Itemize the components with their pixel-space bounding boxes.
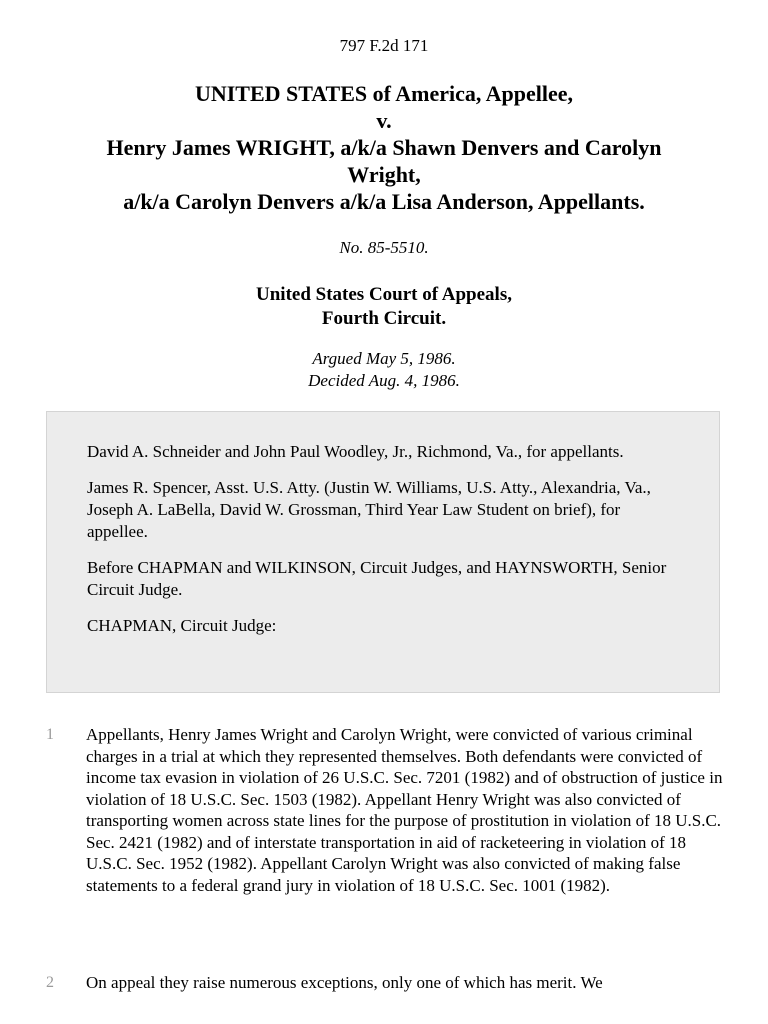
decided-date: Decided Aug. 4, 1986.	[308, 371, 460, 390]
headnote-box	[46, 411, 720, 693]
paragraph-number: 2	[46, 974, 54, 991]
paragraph-number: 1	[46, 726, 54, 743]
docket-number: No. 85-5510.	[339, 238, 429, 257]
court-name-line-1: United States Court of Appeals,	[256, 284, 512, 305]
opinion-author: CHAPMAN, Circuit Judge:	[87, 616, 277, 635]
case-dates	[0, 348, 768, 392]
appellants-counsel: David A. Schneider and John Paul Woodley, Jr., Richmond, Va., for appellants.	[87, 442, 624, 461]
court-name-line-2: Fourth Circuit.	[321, 308, 447, 329]
paragraph-text: On appeal they raise numerous exceptions, only one of which has merit. We	[86, 973, 603, 992]
paragraph-text: Appellants, Henry James Wright and Carolyn Wright, were convicted of various criminal charges in a trial at which they represented themselves. Both defendants were convicted of income tax evasion in violation of 26 U.S.C. Sec. 7201 (1982) and of obstruction of justice in violation of 18 U.S.C. Sec. 1503 (1982). Appellant Henry Wright was also convicted of transporting women across state lines for the purpose of prostitution in violation of 18 U.S.C. Sec. 2421 (1982) and of interstate transportation in aid of racketeering in violation of 18 U.S.C. Sec. 1952 (1982). Appellant Carolyn Wright was also convicted of making false statements to a federal grand jury in violation of 18 U.S.C. Sec. 1001 (1982).	[86, 725, 723, 895]
court-name	[0, 283, 768, 331]
case-caption	[0, 80, 768, 215]
caption-appellants-line-2: Wright,	[347, 162, 421, 187]
appellee-counsel: James R. Spencer, Asst. U.S. Atty. (Justin W. Williams, U.S. Atty., Alexandria, Va., Joseph A. LaBella, David W. Grossman, Third Year Law Student on brief), for appellee.	[87, 478, 651, 541]
caption-appellee: UNITED STATES of America, Appellee,	[194, 81, 574, 106]
caption-versus: v.	[376, 108, 392, 133]
caption-appellants-line-3: a/k/a Carolyn Denvers a/k/a Lisa Anderson, Appellants.	[123, 189, 645, 214]
argued-date: Argued May 5, 1986.	[312, 349, 456, 368]
judicial-panel: Before CHAPMAN and WILKINSON, Circuit Judges, and HAYNSWORTH, Senior Circuit Judge.	[87, 558, 667, 599]
case-citation: 797 F.2d 171	[339, 36, 429, 55]
caption-appellants-line-1: Henry James WRIGHT, a/k/a Shawn Denvers and Carolyn	[106, 135, 662, 160]
